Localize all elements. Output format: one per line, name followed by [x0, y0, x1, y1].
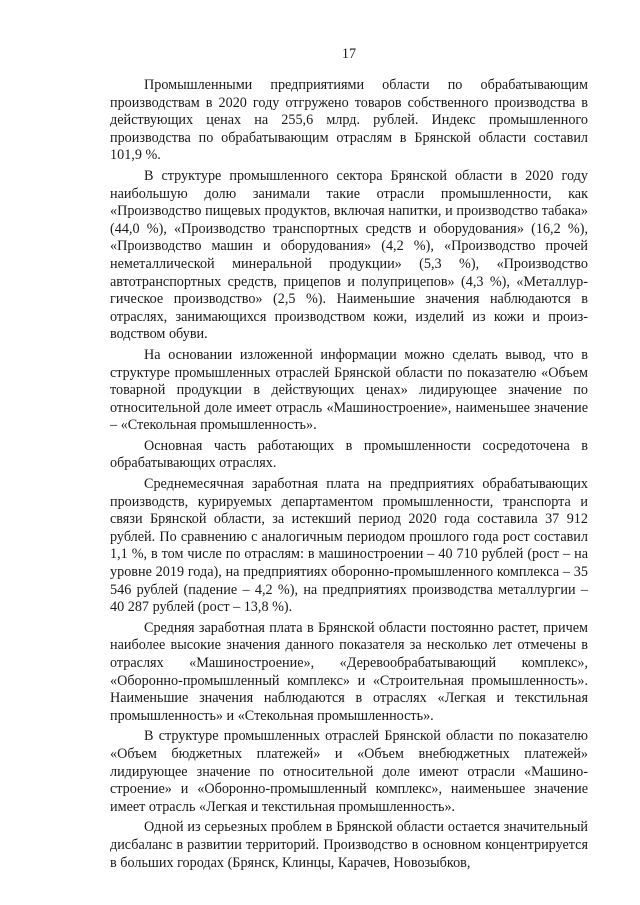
page-number: 17 [341, 46, 357, 62]
paragraph-5: Среднемесячная заработная плата на предприятиях обрабатывающих производств, курируемых департаментом промышленности, транспорта и связи Брянской области, за истекший период 2020 года составила 37 912 рублей. По сравнению с аналогичным периодом прошлого года рост составил 1,1 %, в том числе по отраслям: в машиностроении – 40 710 рублей (рост – на уровне 2019 года), на предприятиях оборонно-промышленного комплекса – 35 546 рублей (падение – 4,2 %), на предприятиях производства металлургии – 40 287 рублей (рост – 13,8 %). [110, 476, 588, 616]
paragraph-8: Одной из серьезных проблем в Брянской области остается значительный дисбаланс в развитии территорий. Производство в основном концентрируется в больших городах (Брянск, Клинцы, Карачев, Новозыбков, [110, 819, 588, 871]
paragraph-2: В структуре промышленного сектора Брянской области в 2020 году наибольшую долю занимали такие отрасли промышленности, как «Производство пищевых продуктов, включая напитки, и производство табака» (44,0 %), «Производство транспортных средств и оборудования» (16,2 %), «Производство машин и оборудования» (4,2 %), «Производство прочей неметаллической минеральной продукции» (5,3 %), «Производство автотранспортных средств, прицепов и полуприцепов» (4,3 %), «Металлургическое производство» (2,5 %). Наименьшие значения наблюдаются в отраслях, занимающихся производством кожи, изделий из кожи и производством обуви. [110, 167, 588, 343]
paragraph-4: Основная часть работающих в промышленности сосредоточена в обрабатывающих отраслях. [110, 437, 588, 472]
paragraph-3: На основании изложенной информации можно сделать вывод, что в структуре промышленных отраслей Брянской области по показателю «Объем товарной продукции в действующих ценах» лидирующее значение по относительной доле имеет отрасль «Машиностроение», наименьшее значение – «Стекольная промышленность». [110, 346, 588, 434]
paragraph-7: В структуре промышленных отраслей Брянской области по показателю «Объем бюджетных платежей» и «Объем внебюджетных платежей» лидирующее значение по относительной доле имеют отрасли «Машиностроение» и «Оборонно-промышленный комплекс», наименьшее значение имеет отрасль «Легкая и текстильная промышленность». [110, 728, 588, 815]
body-text [110, 77, 588, 872]
paragraph-1: Промышленными предприятиями области по обрабатывающим производствам в 2020 году отгружено товаров собственного производства в действующих ценах на 255,6 млрд. рублей. Индекс промышленного производства по обрабатывающим отраслям в Брянской области составил 101,9 %. [110, 77, 588, 164]
paragraph-6: Средняя заработная плата в Брянской области постоянно растет, причем наиболее высокие значения данного показателя за несколько лет отмечены в отраслях «Машиностроение», «Деревообрабатывающий комплекс», «Оборонно-промышленный комплекс» и «Строительная промышленность». Наименьшие значения наблюдаются в отраслях «Легкая и текстильная промышленность» и «Стекольная промышленность». [110, 619, 588, 724]
